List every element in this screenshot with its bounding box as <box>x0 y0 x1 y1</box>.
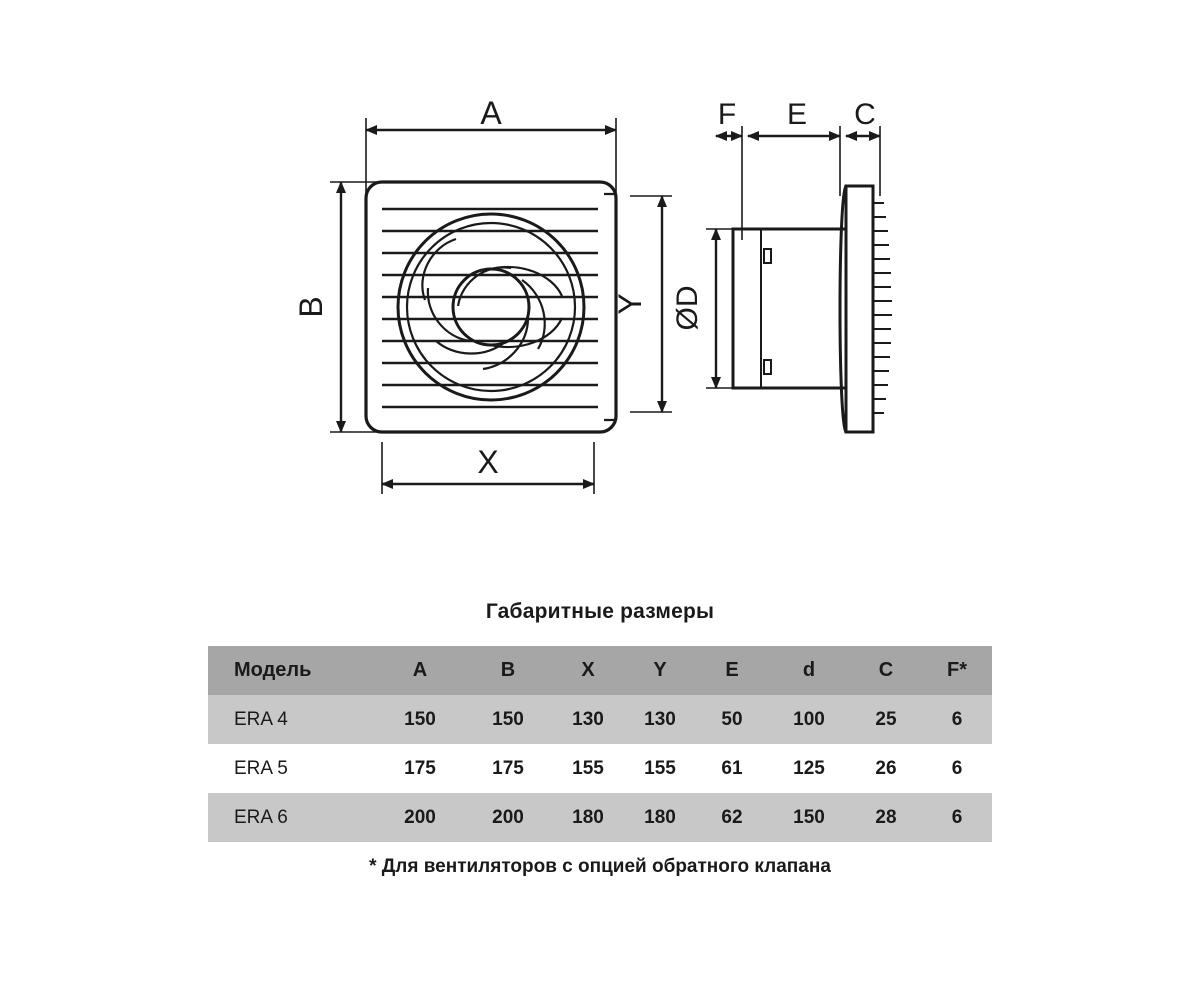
column-header-y: Y <box>624 646 696 695</box>
impeller-blades <box>422 239 562 369</box>
cell-e: 61 <box>696 744 768 793</box>
cell-b: 175 <box>464 744 552 793</box>
cell-model: ERA 4 <box>208 695 376 744</box>
cell-f: 6 <box>922 695 992 744</box>
table-row <box>208 744 992 793</box>
cell-e: 62 <box>696 793 768 842</box>
label-x: X <box>477 444 499 480</box>
dimensions-section <box>0 600 1200 878</box>
cell-c: 26 <box>850 744 922 793</box>
impeller-outer-circle <box>398 214 584 400</box>
cell-model: ERA 5 <box>208 744 376 793</box>
column-header-c: C <box>850 646 922 695</box>
cell-f: 6 <box>922 793 992 842</box>
cell-b: 150 <box>464 695 552 744</box>
cell-x: 155 <box>552 744 624 793</box>
label-b: B <box>293 296 329 318</box>
impeller-hub-circle <box>453 269 529 345</box>
cell-a: 150 <box>376 695 464 744</box>
cell-d: 150 <box>768 793 850 842</box>
table-header <box>208 646 992 695</box>
side-plate-ribs <box>874 203 892 413</box>
cell-a: 200 <box>376 793 464 842</box>
column-header-e: E <box>696 646 768 695</box>
cell-x: 180 <box>552 793 624 842</box>
column-header-d: d <box>768 646 850 695</box>
cell-e: 50 <box>696 695 768 744</box>
side-duct-body <box>733 229 846 388</box>
front-view-group <box>293 95 672 494</box>
table-header-row <box>208 646 992 695</box>
cell-a: 175 <box>376 744 464 793</box>
table-title: Габаритные размеры <box>485 600 715 623</box>
table-footnote: * Для вентиляторов с опцией обратного клапана <box>369 856 831 877</box>
side-duct-tab-top <box>764 249 771 263</box>
cell-x: 130 <box>552 695 624 744</box>
cell-d: 100 <box>768 695 850 744</box>
column-header-b: B <box>464 646 552 695</box>
column-header-a: A <box>376 646 464 695</box>
label-e: E <box>786 98 808 131</box>
side-view-group <box>671 98 892 432</box>
cell-model: ERA 6 <box>208 793 376 842</box>
cell-y: 130 <box>624 695 696 744</box>
cell-y: 155 <box>624 744 696 793</box>
cell-y: 180 <box>624 793 696 842</box>
side-front-plate <box>846 186 873 432</box>
cell-c: 25 <box>850 695 922 744</box>
column-header-x: X <box>552 646 624 695</box>
label-d: ØD <box>671 285 704 331</box>
label-a: A <box>480 95 502 131</box>
dimensions-table <box>208 646 992 842</box>
table-row <box>208 793 992 842</box>
cell-c: 28 <box>850 793 922 842</box>
label-c: C <box>854 98 876 131</box>
cell-d: 125 <box>768 744 850 793</box>
table-row <box>208 695 992 744</box>
label-f: F <box>717 98 737 131</box>
table-body <box>208 695 992 842</box>
column-header-model: Модель <box>208 646 376 695</box>
louvre-slats <box>382 209 598 407</box>
side-duct-tab-bottom <box>764 360 771 374</box>
label-y: Y <box>612 293 648 315</box>
impeller-inner-circle <box>407 223 575 391</box>
cell-f: 6 <box>922 744 992 793</box>
column-header-f: F* <box>922 646 992 695</box>
fan-front-body <box>366 182 616 432</box>
cell-b: 200 <box>464 793 552 842</box>
